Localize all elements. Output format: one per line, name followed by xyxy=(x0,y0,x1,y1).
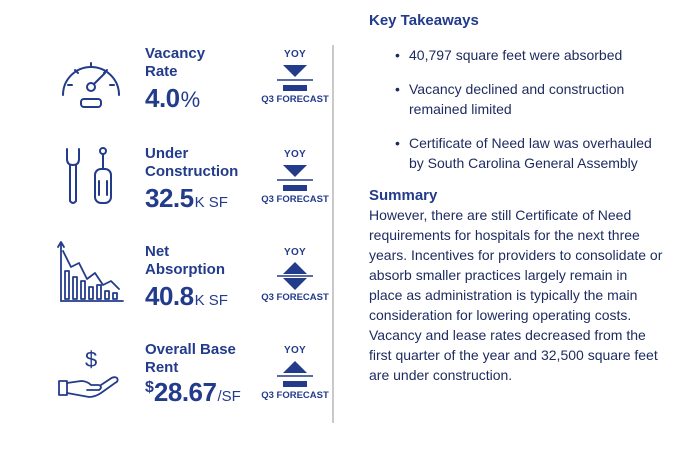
metric-label: Under Construction xyxy=(145,145,239,180)
arrow-down-icon xyxy=(273,63,317,93)
metric-number: 28.67 xyxy=(153,377,217,407)
arrow-down-icon xyxy=(273,163,317,193)
tools-icon xyxy=(55,141,127,213)
trend-indicator xyxy=(255,345,335,401)
bar-chart-icon xyxy=(55,237,127,309)
summary-heading: Summary xyxy=(369,187,438,204)
metric-under-construction xyxy=(55,135,330,230)
summary-text: However, there are still Certificate of Need requirements for hospitals for the next three years. Incentives for providers to consolidate or absorb smaller practices largely remain in place as administration is typically the main consideration for lowering operating costs. Vacancy and lease rates decreased from the first quarter of the year and 32,500 square feet are under construction. xyxy=(369,207,663,383)
arrow-up-icon xyxy=(273,359,317,389)
yoy-label: YOY xyxy=(283,345,307,356)
list-item: • Vacancy declined and construction remained limited xyxy=(395,79,664,119)
market-metrics-panel xyxy=(55,35,330,425)
yoy-label: YOY xyxy=(283,247,307,258)
metric-label: Net Absorption xyxy=(145,243,225,278)
yoy-label: YOY xyxy=(283,149,307,160)
metric-number: 40.8 xyxy=(145,281,194,311)
svg-text:$: $ xyxy=(85,347,98,372)
dollar-hand-icon xyxy=(55,337,127,409)
metric-vacancy-rate xyxy=(55,35,330,130)
forecast-label: Q3 FORECAST xyxy=(261,292,329,303)
metric-unit: % xyxy=(180,87,201,112)
metric-label: Overall Base Rent xyxy=(145,341,236,376)
commentary-panel xyxy=(369,12,664,385)
metric-net-absorption xyxy=(55,233,330,328)
metric-number: 4.0 xyxy=(145,83,180,113)
forecast-label: Q3 FORECAST xyxy=(261,390,329,401)
metric-value xyxy=(145,183,228,214)
metric-unit: /SF xyxy=(217,388,241,405)
list-item: • Certificate of Need law was overhauled by South Carolina General Assembly xyxy=(395,133,664,173)
metric-prefix: $ xyxy=(145,379,154,396)
arrow-up-down-icon xyxy=(273,261,317,291)
list-item: • 40,797 square feet were absorbed xyxy=(395,45,664,65)
metric-label: Vacancy Rate xyxy=(145,45,206,80)
trend-indicator xyxy=(255,247,335,303)
yoy-label: YOY xyxy=(283,49,307,60)
metric-unit: K SF xyxy=(194,194,228,211)
trend-indicator xyxy=(255,49,335,105)
metric-value xyxy=(145,83,200,114)
metric-number: 32.5 xyxy=(145,183,194,213)
metric-value xyxy=(145,281,228,312)
forecast-label: Q3 FORECAST xyxy=(261,94,329,105)
metric-unit: K SF xyxy=(194,292,228,309)
trend-indicator xyxy=(255,149,335,205)
metric-value xyxy=(145,377,241,408)
metric-overall-base-rent xyxy=(55,331,330,426)
vertical-divider xyxy=(332,45,334,423)
key-takeaways-heading: Key Takeaways xyxy=(369,12,479,29)
key-takeaways-list xyxy=(369,45,664,173)
forecast-label: Q3 FORECAST xyxy=(261,194,329,205)
gauge-icon xyxy=(55,43,127,115)
